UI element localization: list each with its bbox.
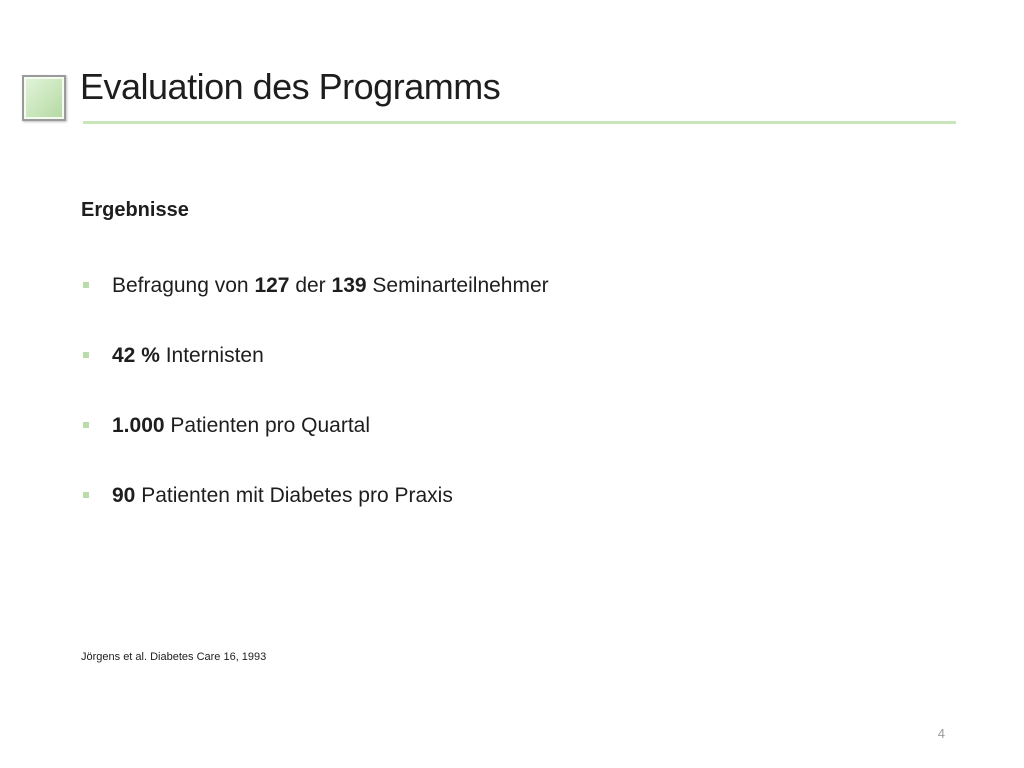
bullet-item-patients-per-quarter <box>83 414 549 484</box>
bullet-bold-value: 90 <box>112 484 136 507</box>
bullet-item-diabetes-patients <box>83 484 549 554</box>
bullet-item-internists <box>83 344 549 414</box>
bullet-text <box>112 414 370 438</box>
bullet-text-part: Seminarteilnehmer <box>366 274 549 297</box>
bullet-bold-value: 127 <box>254 274 290 297</box>
bullet-item-participants <box>83 274 549 344</box>
bullet-text <box>112 484 453 508</box>
square-bullet-icon <box>83 352 89 358</box>
page-number: 4 <box>937 726 945 741</box>
bullet-text-part: Befragung von <box>112 274 255 297</box>
bullet-bold-value: 42 % <box>112 344 160 367</box>
bullet-text <box>112 344 264 368</box>
square-bullet-icon <box>83 282 89 288</box>
title-underline <box>83 121 956 124</box>
section-heading: Ergebnisse <box>81 199 189 221</box>
square-bullet-icon <box>83 492 89 498</box>
bullet-text-part: Patienten mit Diabetes pro Praxis <box>135 484 453 507</box>
square-bullet-icon <box>83 422 89 428</box>
title-decoration-square <box>22 75 66 121</box>
bullet-text-part: Internisten <box>159 344 264 367</box>
bullet-text-part: der <box>289 274 332 297</box>
slide-title: Evaluation des Programms <box>80 66 501 107</box>
bullet-bold-value: 139 <box>331 274 367 297</box>
citation: Jörgens et al. Diabetes Care 16, 1993 <box>81 651 267 663</box>
bullet-text <box>112 274 549 298</box>
bullet-list <box>83 274 549 554</box>
bullet-bold-value: 1.000 <box>112 414 165 437</box>
bullet-text-part: Patienten pro Quartal <box>164 414 371 437</box>
